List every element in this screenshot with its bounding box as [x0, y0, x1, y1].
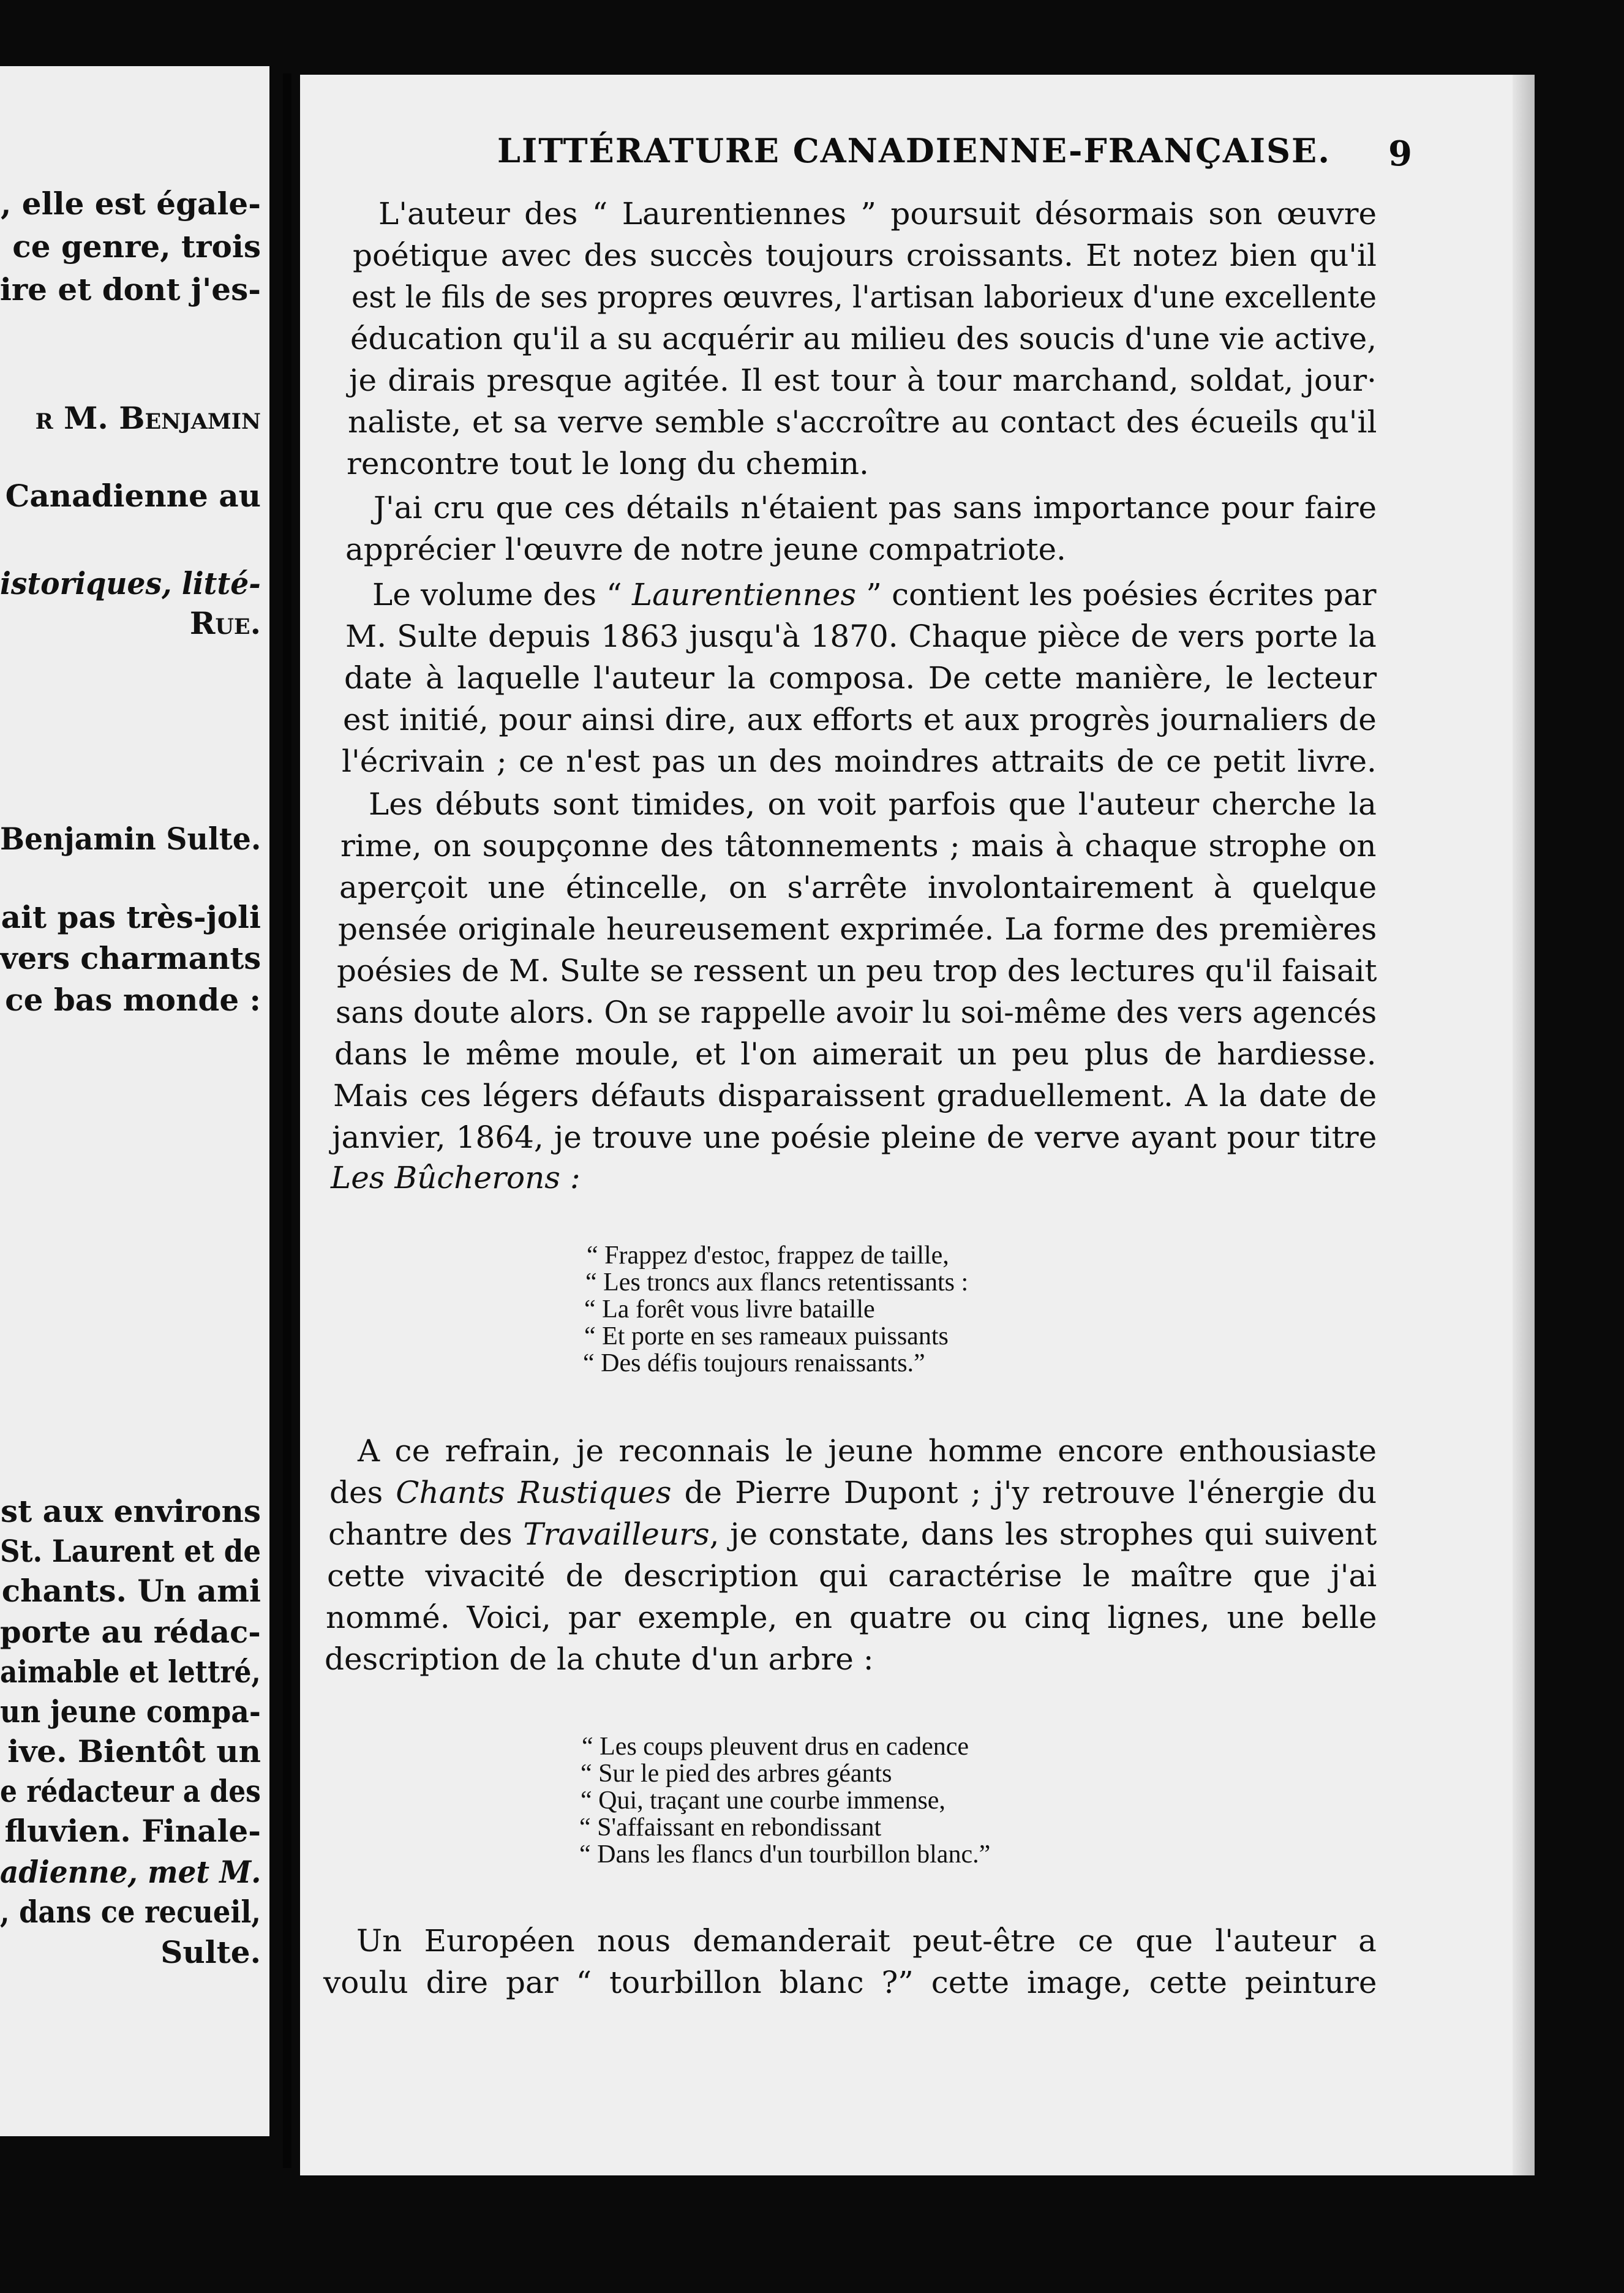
- book-page: [300, 75, 1535, 2175]
- verse-line: “ Sur le pied des arbres géants: [581, 1760, 892, 1788]
- left-line: , dans ce recueil,: [0, 1894, 261, 1930]
- left-line: Benjamin Sulte.: [0, 821, 261, 857]
- previous-page-text: [0, 66, 269, 2136]
- text-line: est initié, pour ainsi dire, aux efforts et aux progrès journaliers de: [343, 702, 1377, 737]
- text-line: je dirais presque agitée. Il est tour à tour marchand, soldat, jour·: [349, 363, 1377, 398]
- text-line: J'ai cru que ces détails n'étaient pas sans importance pour faire: [374, 490, 1377, 525]
- text-line: sans doute alors. On se rappelle avoir lu soi-même des vers agencés: [336, 995, 1377, 1030]
- left-line: vers charmants: [0, 940, 261, 976]
- left-line: fluvien. Finale-: [4, 1813, 261, 1849]
- left-line: adienne, met M.: [0, 1854, 261, 1890]
- left-line: ce bas monde :: [5, 982, 261, 1018]
- text-line: L'auteur des “ Laurentiennes ” poursuit désormais son œuvre: [378, 196, 1377, 232]
- left-line: ire et dont j'es-: [0, 271, 261, 307]
- verse-line: “ Dans les flancs d'un tourbillon blanc.”: [579, 1840, 991, 1869]
- text-line: nommé. Voici, par exemple, en quatre ou cinq lignes, une belle: [326, 1600, 1377, 1635]
- text-line: des Chants Rustiques de Pierre Dupont ; j'y retrouve l'énergie du: [329, 1475, 1377, 1510]
- text-line: apprécier l'œuvre de notre jeune compatriote.: [345, 532, 1066, 567]
- verse-line: “ Qui, traçant une courbe immense,: [581, 1787, 945, 1815]
- text-line: est le fils de ses propres œuvres, l'artisan laborieux d'une excellente: [351, 279, 1377, 315]
- left-line: e rédacteur a des: [0, 1773, 261, 1809]
- text-line: rime, on soupçonne des tâtonnements ; mais à chaque strophe on: [340, 828, 1377, 864]
- text-line: poésies de M. Sulte se ressent un peu trop des lectures qu'il faisait: [337, 953, 1377, 988]
- text-line: M. Sulte depuis 1863 jusqu'à 1870. Chaque pièce de vers porte la: [345, 619, 1377, 654]
- verse-line: “ Les coups pleuvent drus en cadence: [582, 1733, 969, 1761]
- page-header: [300, 131, 1535, 186]
- text-line: Les débuts sont timides, on voit parfois que l'auteur cherche la: [369, 786, 1377, 822]
- text-line: Un Européen nous demanderait peut-être ce que l'auteur a: [356, 1923, 1377, 1959]
- left-line: St. Laurent et de: [0, 1533, 261, 1569]
- verse-line: “ S'affaissant en rebondissant: [579, 1813, 882, 1842]
- verse-line: “ Les troncs aux flancs retentissants :: [585, 1268, 969, 1297]
- page-edge-shadow: [1513, 75, 1535, 2175]
- running-title: LITTÉRATURE CANADIENNE-FRANÇAISE.: [497, 131, 1331, 170]
- text-line: Le volume des “ Laurentiennes ” contient les poésies écrites par: [372, 577, 1377, 612]
- left-line: st aux environs: [0, 1493, 261, 1529]
- text-line: poétique avec des succès toujours croissants. Et notez bien qu'il: [353, 238, 1377, 273]
- text-line: aperçoit une étincelle, on s'arrête involontairement à quelque: [339, 870, 1377, 905]
- verse-line: “ Des défis toujours renaissants.”: [583, 1349, 925, 1377]
- text-line: éducation qu'il a su acquérir au milieu des soucis d'une vie active,: [350, 321, 1377, 356]
- verse-line: “ La forêt vous livre bataille: [584, 1295, 875, 1323]
- text-line: Les Bûcherons :: [331, 1160, 581, 1195]
- page-gutter: [283, 73, 291, 2168]
- left-line: istoriques, litté-: [0, 565, 261, 601]
- left-line: , elle est égale-: [0, 186, 261, 222]
- page-number: 9: [1388, 134, 1412, 174]
- left-line: r M. Benjamin: [35, 400, 261, 436]
- verse-line: “ Et porte en ses rameaux puissants: [584, 1322, 949, 1350]
- text-line: A ce refrain, je reconnais le jeune homme encore enthousiaste: [358, 1433, 1377, 1469]
- text-line: cette vivacité de description qui caractérise le maître que j'ai: [327, 1558, 1377, 1594]
- text-line: voulu dire par “ tourbillon blanc ?” cette image, cette peinture: [323, 1965, 1377, 2000]
- text-line: Mais ces légers défauts disparaissent graduellement. A la date de: [333, 1078, 1377, 1113]
- left-line: ait pas très-joli: [1, 899, 261, 935]
- text-line: chantre des Travailleurs, je constate, dans les strophes qui suivent: [328, 1516, 1377, 1552]
- text-line: rencontre tout le long du chemin.: [347, 446, 869, 481]
- left-line: aimable et lettré,: [0, 1654, 261, 1690]
- text-line: date à laquelle l'auteur la composa. De cette manière, le lecteur: [344, 660, 1377, 696]
- left-line: un jeune compa-: [0, 1693, 261, 1730]
- text-line: l'écrivain ; ce n'est pas un des moindres attraits de ce petit livre.: [342, 744, 1377, 779]
- verse-line: “ Frappez d'estoc, frappez de taille,: [587, 1241, 949, 1270]
- text-line: pensée originale heureusement exprimée. La forme des premières: [338, 911, 1377, 947]
- previous-page-fragment: [0, 66, 269, 2136]
- left-line: chants. Un ami: [1, 1573, 261, 1609]
- left-line: Rue.: [189, 605, 261, 641]
- text-line: naliste, et sa verve semble s'accroître au contact des écueils qu'il: [348, 404, 1377, 440]
- text-line: dans le même moule, et l'on aimerait un peu plus de hardiesse.: [334, 1036, 1377, 1072]
- left-line: porte au rédac-: [0, 1614, 261, 1650]
- left-line: ive. Bientôt un: [7, 1733, 261, 1769]
- left-line: ce genre, trois: [12, 228, 261, 265]
- text-line: description de la chute d'un arbre :: [325, 1641, 874, 1677]
- text-line: janvier, 1864, je trouve une poésie pleine de verve ayant pour titre: [332, 1120, 1377, 1155]
- left-line: Sulte.: [160, 1934, 261, 1970]
- left-line: Canadienne au: [5, 478, 261, 514]
